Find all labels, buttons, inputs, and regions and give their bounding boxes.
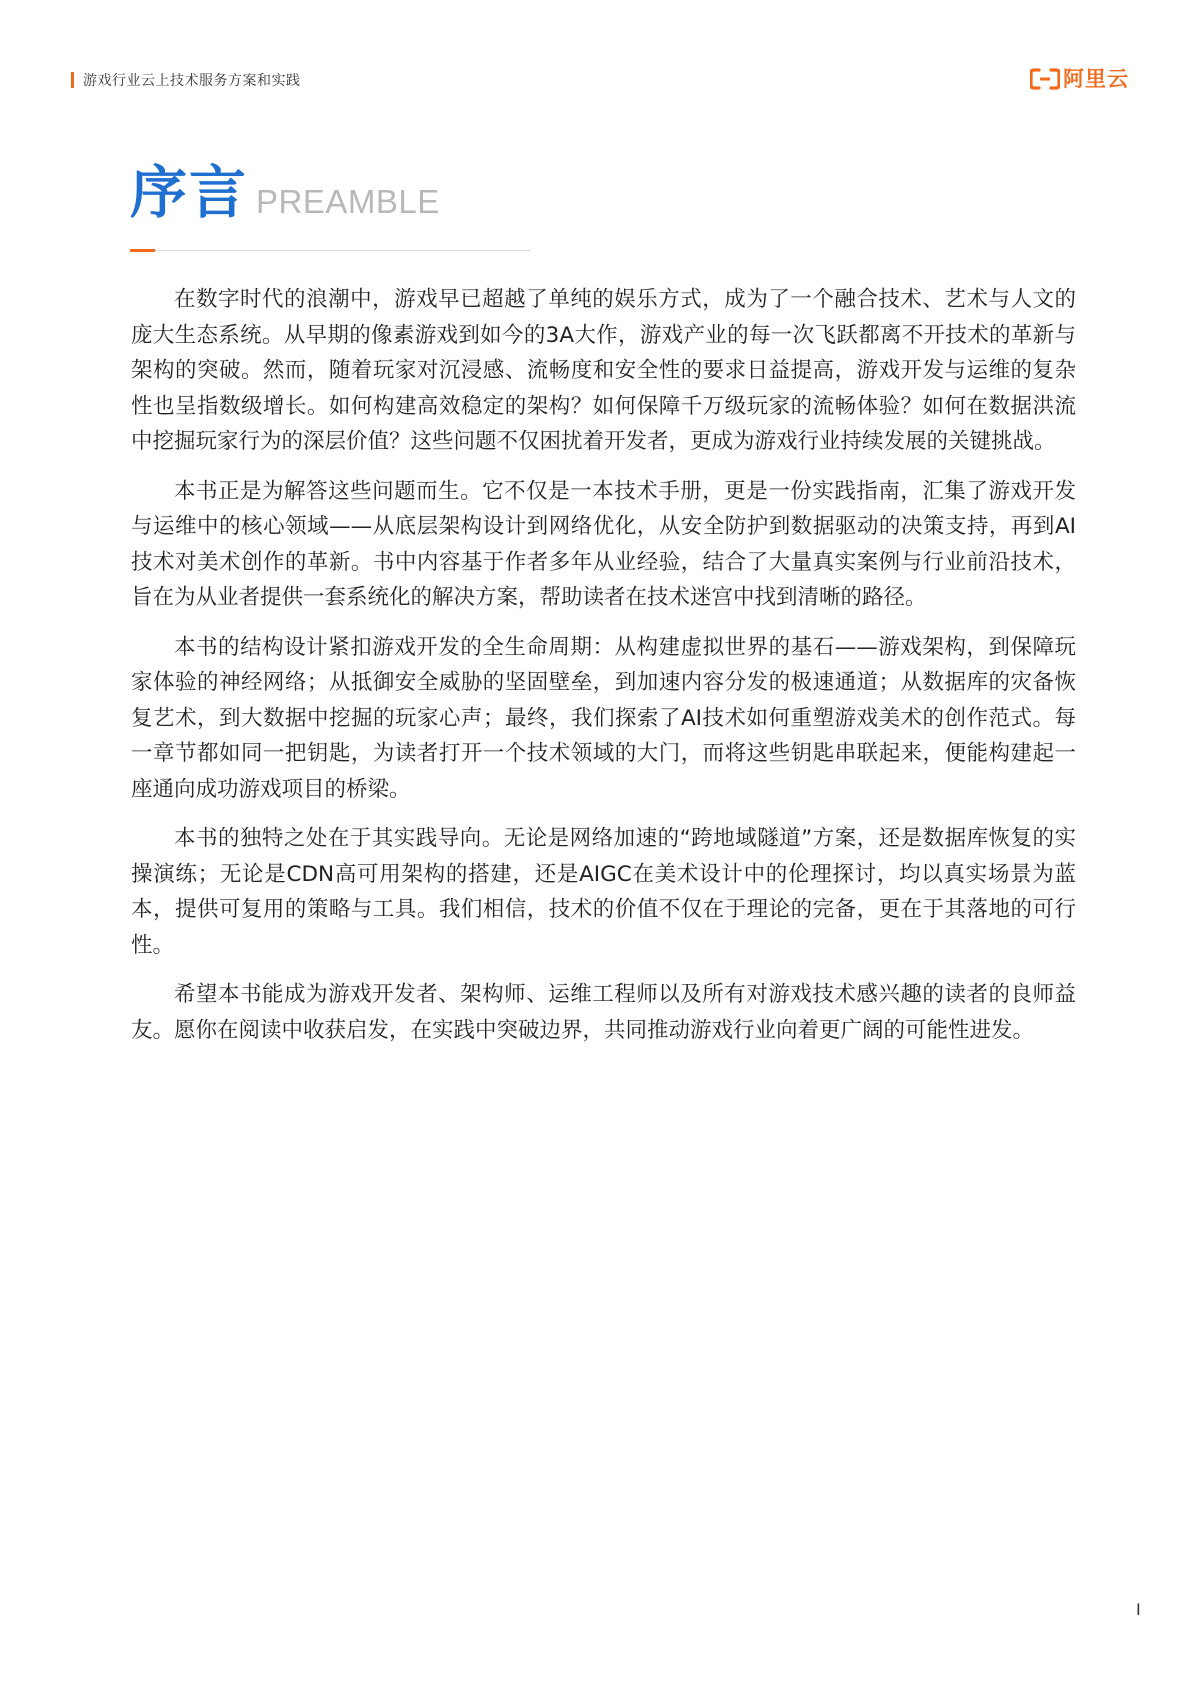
preamble-body	[131, 282, 1076, 1062]
aliyun-logo-text: 阿里云	[1063, 67, 1129, 91]
title-divider-accent	[130, 249, 155, 252]
section-title	[130, 148, 440, 228]
aliyun-logo	[1030, 66, 1129, 92]
paragraph: 本书的结构设计紧扣游戏开发的全生命周期：从构建虚拟世界的基石——游戏架构，到保障玩家体验的神经网络；从抵御安全威胁的坚固壁垒，到加速内容分发的极速通道；从数据库的灾备恢复艺术，到大数据中挖掘的玩家心声；最终，我们探索了AI技术如何重塑游戏美术的创作范式。每一章节都如同一把钥匙，为读者打开一个技术领域的大门，而将这些钥匙串联起来，便能构建起一座通向成功游戏项目的桥梁。	[131, 634, 1076, 802]
header-title: 游戏行业云上技术服务方案和实践	[83, 73, 301, 89]
header-accent-bar	[71, 72, 74, 88]
paragraph: 本书的独特之处在于其实践导向。无论是网络加速的“跨地域隧道”方案，还是数据库恢复的实操演练；无论是CDN高可用架构的搭建，还是AIGC在美术设计中的伦理探讨，均以真实场景为蓝本，提供可复用的策略与工具。我们相信，技术的价值不仅在于理论的完备，更在于其落地的可行性。	[131, 826, 1076, 958]
paragraph: 在数字时代的浪潮中，游戏早已超越了单纯的娱乐方式，成为了一个融合技术、艺术与人文的庞大生态系统。从早期的像素游戏到如今的3A大作，游戏产业的每一次飞跃都离不开技术的革新与架构的突破。然而，随着玩家对沉浸感、流畅度和安全性的要求日益提高，游戏开发与运维的复杂性也呈指数级增长。如何构建高效稳定的架构？如何保障千万级玩家的流畅体验？如何在数据洪流中挖掘玩家行为的深层价值？这些问题不仅困扰着开发者，更成为游戏行业持续发展的关键挑战。	[131, 287, 1076, 454]
page-number: I	[1136, 1600, 1141, 1619]
paragraph: 本书正是为解答这些问题而生。它不仅是一本技术手册，更是一份实践指南，汇集了游戏开发与运维中的核心领域——从底层架构设计到网络优化，从安全防护到数据驱动的决策支持，再到AI技术对美术创作的革新。书中内容基于作者多年从业经验，结合了大量真实案例与行业前沿技术，旨在为从业者提供一套系统化的解决方案，帮助读者在技术迷宫中找到清晰的路径。	[131, 478, 1076, 610]
aliyun-logo-icon	[1030, 68, 1060, 90]
section-title-english: PREAMBLE	[256, 183, 440, 220]
section-title-chinese: 序言	[130, 160, 248, 226]
title-divider	[130, 250, 530, 251]
page-header	[71, 68, 1129, 92]
paragraph: 希望本书能成为游戏开发者、架构师、运维工程师以及所有对游戏技术感兴趣的读者的良师益友。愿你在阅读中收获启发，在实践中突破边界，共同推动游戏行业向着更广阔的可能性进发。	[131, 982, 1076, 1043]
